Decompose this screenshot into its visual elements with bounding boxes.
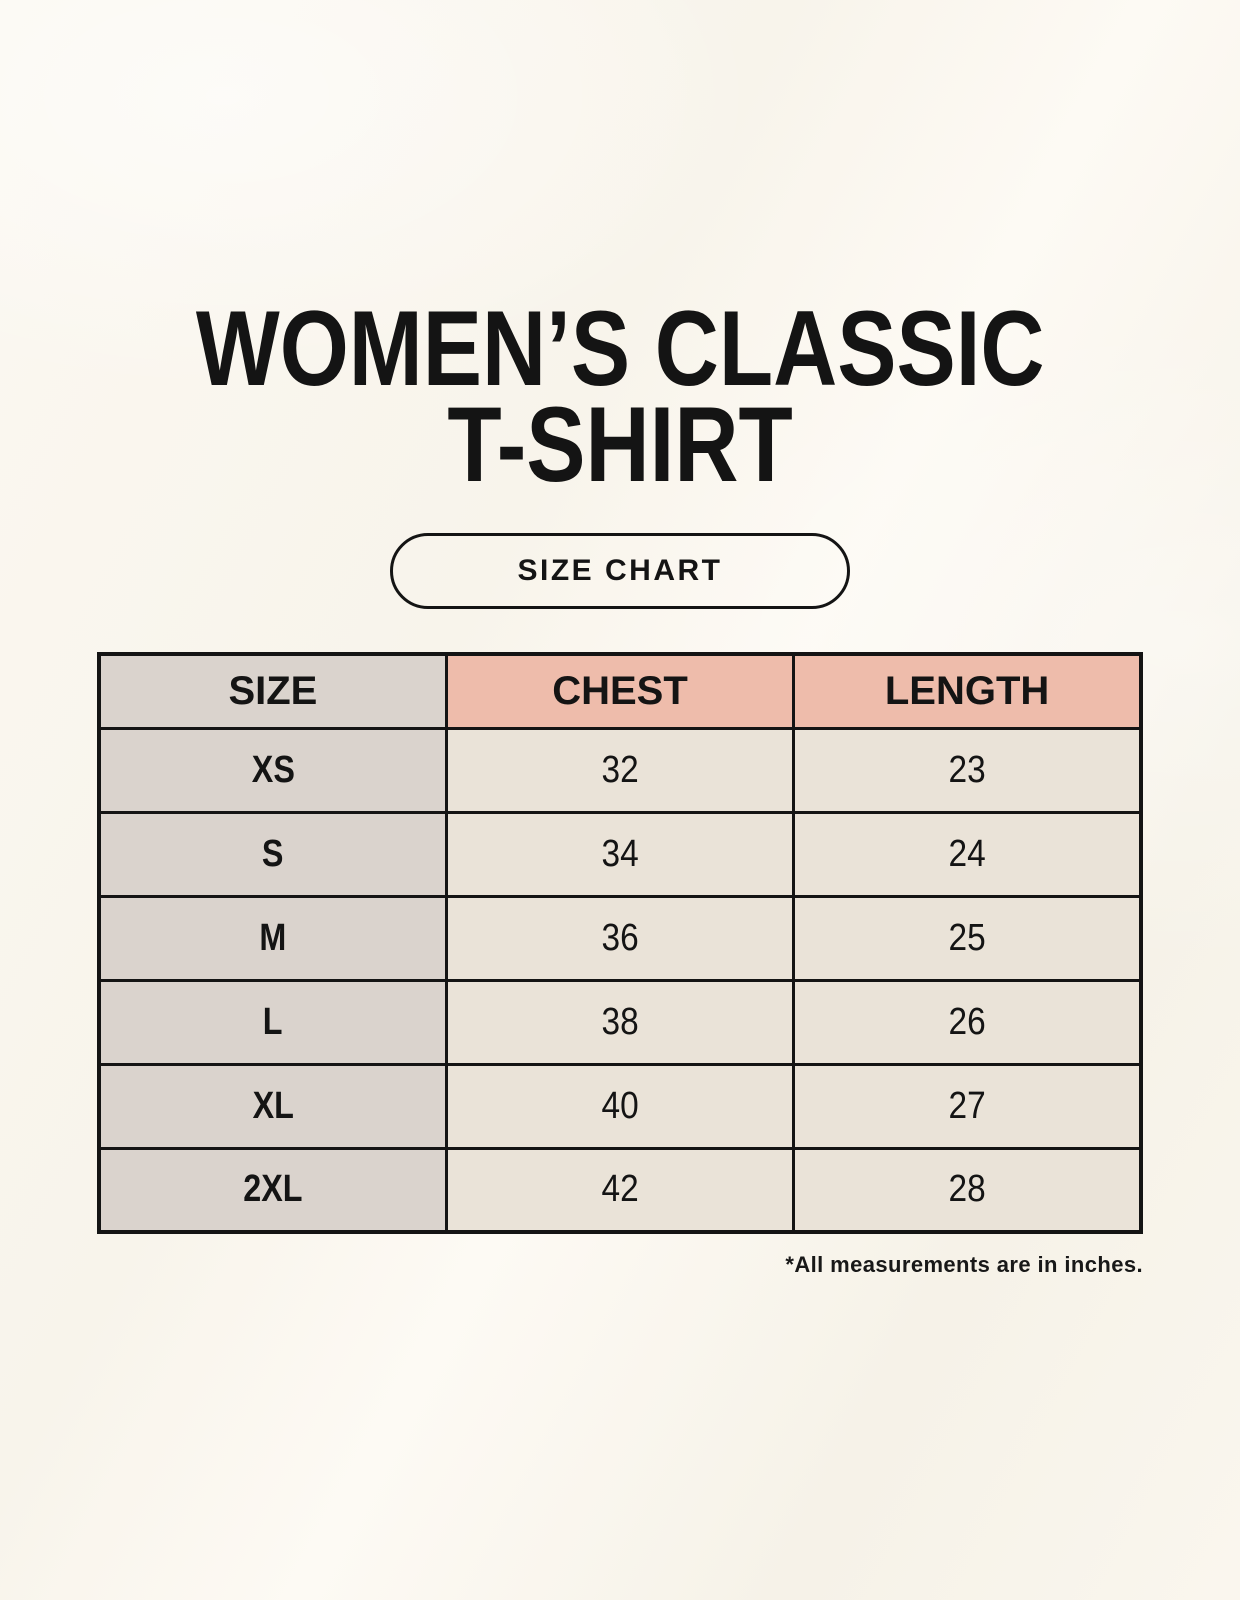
measurement-value: 24 [948,832,986,875]
size-label: M [259,916,287,959]
page-title [0,288,1240,505]
chest-cell [446,980,793,1064]
chest-cell [446,728,793,812]
size-cell [99,728,446,812]
length-cell [794,980,1141,1064]
measurement-value: 42 [601,1168,639,1211]
measurement-value: 26 [948,1000,986,1043]
size-chart-button[interactable]: SIZE CHART [390,533,850,609]
chest-cell [446,1148,793,1232]
table-row [99,1148,1141,1232]
measurement-value: 28 [948,1168,986,1211]
measurement-value: 36 [601,916,639,959]
table-row [99,980,1141,1064]
table-row [99,896,1141,980]
size-cell [99,1148,446,1232]
header-cell-size: SIZE [99,654,446,728]
measurement-value: 27 [948,1084,986,1127]
size-label: XS [251,748,295,791]
page-title-line1: WOMEN’S CLASSIC [195,288,1045,408]
measurement-value: 25 [948,916,986,959]
chest-cell [446,896,793,980]
measurement-value: 34 [601,832,639,875]
size-label: 2XL [243,1168,303,1211]
header-cell-length: LENGTH [794,654,1141,728]
table-row [99,728,1141,812]
chest-cell [446,1064,793,1148]
table-row [99,812,1141,896]
measurement-value: 32 [601,748,639,791]
table-body [99,728,1141,1232]
length-cell [794,1064,1141,1148]
size-label: S [262,832,284,875]
size-cell [99,980,446,1064]
size-cell [99,896,446,980]
size-chart-table-wrap [97,652,1143,1234]
length-cell [794,728,1141,812]
length-cell [794,812,1141,896]
table-row [99,1064,1141,1148]
measurement-value: 23 [948,748,986,791]
length-cell [794,896,1141,980]
header-cell-chest: CHEST [446,654,793,728]
length-cell [794,1148,1141,1232]
measurement-value: 40 [601,1084,639,1127]
table-header [99,654,1141,728]
measurements-footnote: *All measurements are in inches. [785,1252,1143,1277]
measurement-value: 38 [601,1000,639,1043]
size-cell [99,1064,446,1148]
chest-cell [446,812,793,896]
size-label: XL [252,1084,294,1127]
size-chart-table [97,652,1143,1234]
size-label: L [263,1000,283,1043]
size-cell [99,812,446,896]
page-title-line2: T-SHIRT [447,384,793,505]
header-row [99,654,1141,728]
